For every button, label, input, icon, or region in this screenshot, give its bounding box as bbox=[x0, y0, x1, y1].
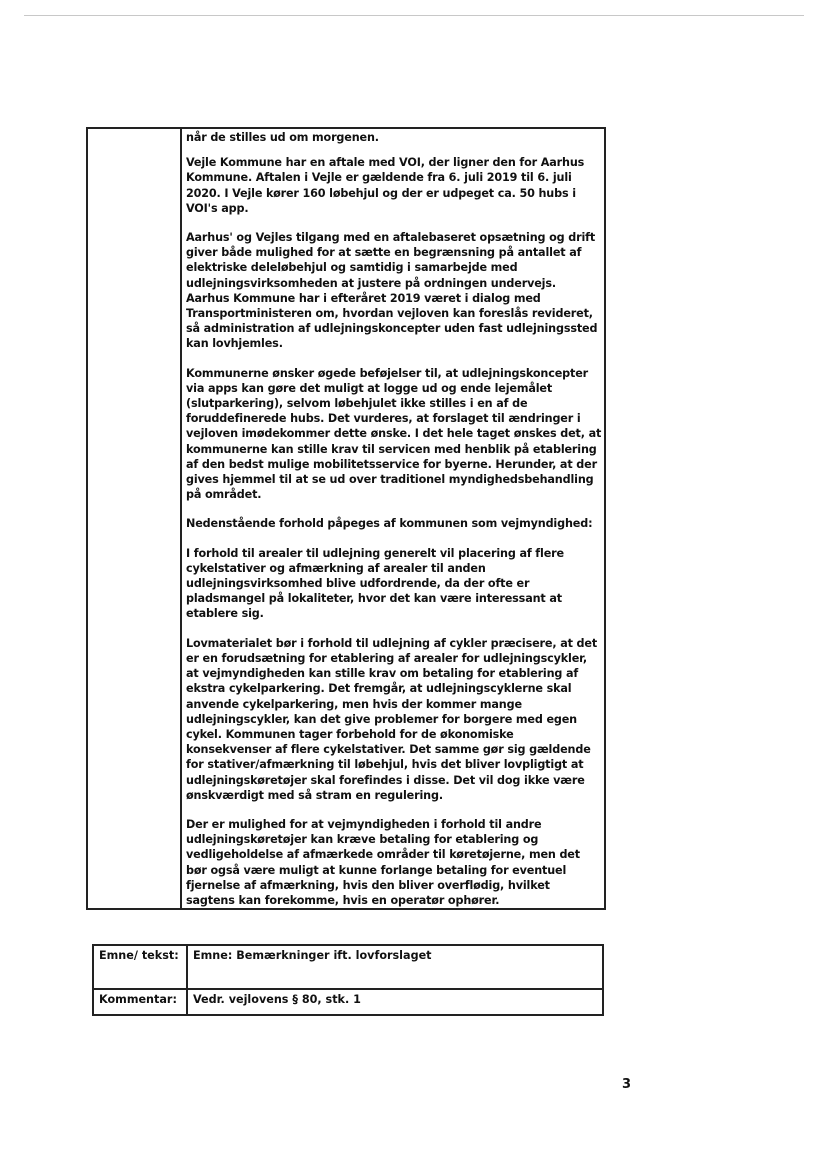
paragraph-municipal-powers: Kommunerne ønsker øgede beføjelser til, at udlejningskoncepter via apps kan gøre det muligt at logge ud og ende lejemålet (slutparkering), selvom løbehjulet ikke stilles i en af de foruddefinerede hubs. Det vurderes, at forslaget til ændringer i vejloven imødekommer dette ønske. I det hele taget ønskes det, at kommunerne kan stille krav til servicen med henblik på etablering af den bedst mulige mobilitetsservice for byerne. Herunder, at der gives hjemmel til at se ud over traditionel myndighedsbehandling på området. bbox=[186, 366, 602, 502]
topic-label: Emne/ tekst: bbox=[93, 945, 187, 989]
paragraph-vejle-agreement: Vejle Kommune har en aftale med VOI, der ligner den for Aarhus Kommune. Aftalen i Vejle er gældende fra 6. juli 2019 til 6. juli 2020. I Vejle kører 160 løbehjul og der er udpeget ca. 50 hubs i VOI's app. bbox=[186, 156, 585, 215]
paragraph-road-authority-intro: Nedenstående forhold påpeges af kommunen som vejmyndighed: bbox=[186, 517, 593, 531]
comment-row bbox=[93, 989, 603, 1015]
page-number: 3 bbox=[622, 1077, 632, 1092]
paragraph-payment-option: Der er mulighed for at vejmyndigheden i forhold til andre udlejningskøretøjer kan kræve betaling for etablering og vedligeholdelse af afmærkede områder til køretøjerne, men det bør også være muligt at kunne forlange betaling for eventuel fjernelse af afmærkning, hvis den bliver overflødig, hvilket sagtens kan forekomme, hvis en operatør ophører. bbox=[186, 817, 580, 907]
topic-row bbox=[93, 945, 603, 989]
paragraph-aarhus-vejle-approach: Aarhus' og Vejles tilgang med en aftalebaseret opsætning og drift giver både mulighed for at sætte en begrænsning på antallet af elektriske deleløbehjul og samtidig i samarbejde med udlejningsvirksomheden at justere på ordningen undervejs. Aarhus Kommune har i efteråret 2019 været i dialog med Transportministeren om, hvordan vejloven kan foreslås revideret, så administration af udlejningskoncepter uden fast udlejningssted kan lovhjemles. bbox=[186, 231, 598, 351]
main-content-table bbox=[86, 127, 606, 910]
paragraph-law-material: Lovmaterialet bør i forhold til udlejning af cykler præcisere, at det er en forudsætning for etablering af arealer for udlejningscykler, at vejmyndigheden kan stille krav om betaling for etablering af ekstra cykelparkering. Det fremgår, at udlejningscyklerne skal anvende cykelparkering, men hvis der kommer mange udlejningscykler, kan det give problemer for borgere med egen cykel. Kommunen tager forbehold for de økonomiske konsekvenser af flere cykelstativer. Det samme gør sig gældende for stativer/afmærkning til løbehjul, hvis det bliver lovpligtigt at udlejningskøretøjer skal forefindes i disse. Det vil dog ikke være ønskværdigt med så stram en regulering. bbox=[186, 636, 598, 802]
comment-value: Vedr. vejlovens § 80, stk. 1 bbox=[187, 989, 603, 1015]
top-edge-rule bbox=[24, 15, 804, 16]
paragraph-continuation: når de stilles ud om morgenen. bbox=[186, 131, 379, 144]
comment-text-cell bbox=[181, 128, 605, 909]
comment-label: Kommentar: bbox=[93, 989, 187, 1015]
topic-value: Emne: Bemærkninger ift. lovforslaget bbox=[187, 945, 603, 989]
left-empty-cell bbox=[87, 128, 181, 909]
paragraph-rental-areas: I forhold til arealer til udlejning generelt vil placering af flere cykelstativer og afmærkning af arealer til anden udlejningsvirksomhed blive udfordrende, da der ofte er pladsmangel på lokaliteter, hvor det kan være interessant at etablere sig. bbox=[186, 546, 564, 621]
topic-comment-table bbox=[92, 944, 604, 1016]
main-table-row bbox=[87, 128, 605, 909]
